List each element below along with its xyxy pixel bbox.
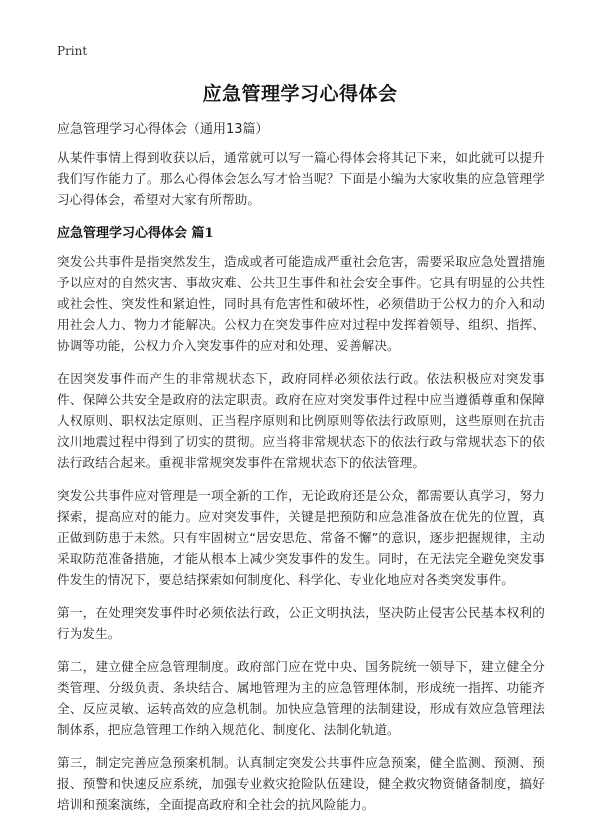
- body-paragraph: 第一，在处理突发事件时必须依法行政，公正文明执法，坚决防止侵害公民基本权利的行为发生。: [57, 605, 545, 641]
- body-paragraph: 在因突发事件而产生的非常规状态下，政府同样必须依法行政。依法积极应对突发事件、保障公共安全是政府的法定职责。政府在应对突发事件过程中应当遵循尊重和保障人权原则、职权法定原则、正当程序原则和比例原则等依法行政原则，这些原则在抗击汶川地震过程中得到了切实的贯彻。应当将非常规状态下的依法行政与常规状态下的依法行政结合起来。重视非常规突发事件在常规状态下的依法管理。: [57, 371, 545, 470]
- article-body: [57, 147, 545, 827]
- body-paragraph: 突发公共事件是指突然发生，造成或者可能造成严重社会危害，需要采取应急处置措施予以应对的自然灾害、事故灾难、公共卫生事件和社会安全事件。它具有明显的公共性或社会性、突发性和紧迫性，同时具有危害性和破坏性，必须借助于公权力的介入和动用社会人力、物力才能解决。公权力在突发事件应对过程中发挥着领导、组织、指挥、协调等功能，公权力介入突发事件的应对和处理、妥善解决。: [57, 254, 545, 353]
- section-heading: 应急管理学习心得体会 篇1: [57, 226, 214, 241]
- page-title: 应急管理学习心得体会: [202, 83, 398, 105]
- print-link[interactable]: Print: [57, 44, 88, 58]
- body-paragraph: 第三，制定完善应急预案机制。认真制定突发公共事件应急预案，健全监测、预测、预报、预警和快速反应系统，加强专业救灾抢险队伍建设，健全救灾物资储备制度，搞好培训和预案演练，全面提高政府和全社会的抗风险能力。: [57, 755, 545, 812]
- body-paragraph: 突发公共事件应对管理是一项全新的工作，无论政府还是公众，都需要认真学习，努力探索，提高应对的能力。应对突发事件，关键是把预防和应急准备放在优先的位置，真正做到防患于未然。只有牢固树立“居安思危、常备不懈”的意识，逐步把握规律，主动采取防范准备措施，才能从根本上减少突发事件的发生。同时，在无法完全避免突发事件发生的情况下，要总结探索如何制度化、科学化、专业化地应对各类突发事件。: [57, 488, 545, 587]
- page-subtitle: 应急管理学习心得体会（通用13篇）: [57, 122, 269, 137]
- body-paragraph: 第二，建立健全应急管理制度。政府部门应在党中央、国务院统一领导下，建立健全分类管理、分级负责、条块结合、属地管理为主的应急管理体制，形成统一指挥、功能齐全、反应灵敏、运转高效的应急机制。加快应急管理的法制建设，形成有效应急管理法制体系，把应急管理工作纳入规范化、制度化、法制化轨道。: [57, 659, 545, 737]
- intro-paragraph: 从某件事情上得到收获以后，通常就可以写一篇心得体会将其记下来，如此就可以提升我们写作能力了。那么心得体会怎么写才恰当呢？下面是小编为大家收集的应急管理学习心得体会，希望对大家有所帮助。: [57, 150, 545, 207]
